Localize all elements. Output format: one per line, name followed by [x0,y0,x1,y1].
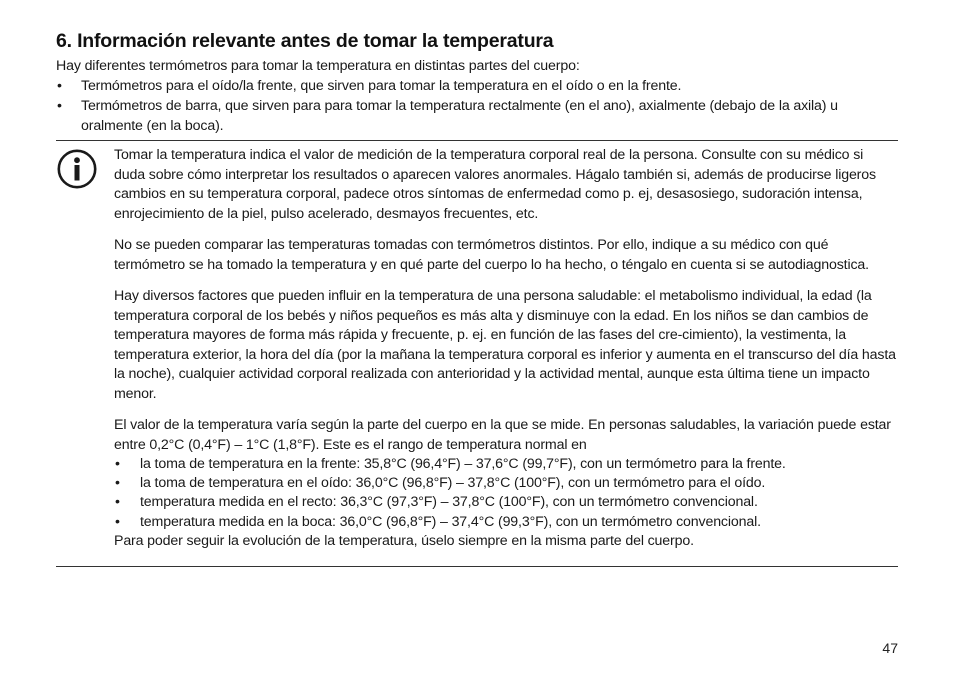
list-item-text: Termómetros de barra, que sirven para para tomar la temperatura rectalmente (en el ano), axialmente (debajo de la axila) u oralmente (en la boca). [81,98,838,134]
list-item [114,455,896,474]
range-text: la toma de temperatura en la frente: 35,8°C (96,4°F) – 37,6°C (99,7°F), con un termómetro para la frente. [140,456,786,472]
bullet-marker: • [115,475,120,492]
list-item [114,493,896,512]
info-paragraph: No se pueden comparar las temperaturas tomadas con termómetros distintos. Por ello, indique a su médico con qué termómetro se ha tomado la temperatura y en qué parte del cuerpo lo ha hecho, o téngalo en cuenta si se autodiagnostica. [114,237,869,273]
intro-text: Hay diferentes termómetros para tomar la temperatura en distintas partes del cuerpo: [56,58,580,74]
list-item [56,96,898,136]
info-paragraph: El valor de la temperatura varía según la parte del cuerpo en la que se mide. En personas saludables, la variación puede estar entre 0,2°C (0,4°F) – 1°C (1,8°F). Este es el rango de temperatura normal en [114,417,891,453]
bullet-marker: • [57,78,62,94]
info-paragraph: Hay diversos factores que pueden influir en la temperatura de una persona saludable: el metabolismo individual, la edad (la temperatura corporal de los bebés y niños pequeños es más alta y disminuye con la edad. En los niños se dan cambios de temperatura mayores de forma más rápida y frecuente, p. ej. en función de las fases del cre-cimiento), la vestimenta, la temperatura exterior, la hora del día (por la mañana la temperatura corporal es inferior y aumenta en el transcurso del día hasta la noche), cualquier actividad corporal realizada con anterioridad y la actividad mental, aunque esta última tiene un impacto menor. [114,288,896,402]
bullet-marker: • [57,98,62,114]
list-item [56,76,898,96]
list-item [114,474,896,493]
page-number: 47 [882,640,898,656]
info-content [114,146,896,551]
list-item-text: Termómetros para el oído/la frente, que sirven para tomar la temperatura en el oído o en la frente. [81,78,682,94]
bullet-marker: • [115,494,120,511]
info-box [56,140,898,567]
section-title: 6. Información relevante antes de tomar la temperatura [56,30,554,52]
document-page [56,30,898,567]
closing-text: Para poder seguir la evolución de la temperatura, úselo siempre en la misma parte del cuerpo. [114,532,694,549]
range-text: temperatura medida en el recto: 36,3°C (97,3°F) – 37,8°C (100°F), con un termómetro convencional. [140,494,758,511]
info-icon [57,149,97,189]
info-paragraph: Tomar la temperatura indica el valor de medición de la temperatura corporal real de la persona. Consulte con su médico si duda sobre cómo interpretar los resultados o aparecen valores anormales. Hágalo también si, además de producirse ligeros cambios en su temperatura corporal, padece otros síntomas de enfermedad como p. ej, desasosiego, sudoración intensa, enrojecimiento de la piel, pulso acelerado, desmayos frecuentes, etc. [114,147,876,222]
thermometer-types-list [56,76,898,136]
list-item [114,513,896,532]
range-text: la toma de temperatura en el oído: 36,0°C (96,8°F) – 37,8°C (100°F), con un termómetro para el oído. [140,475,766,492]
temperature-ranges-list [114,455,896,532]
bullet-marker: • [115,456,120,472]
bullet-marker: • [115,513,120,530]
range-text: temperatura medida en la boca: 36,0°C (96,8°F) – 37,4°C (99,3°F), con un termómetro convencional. [140,513,761,530]
